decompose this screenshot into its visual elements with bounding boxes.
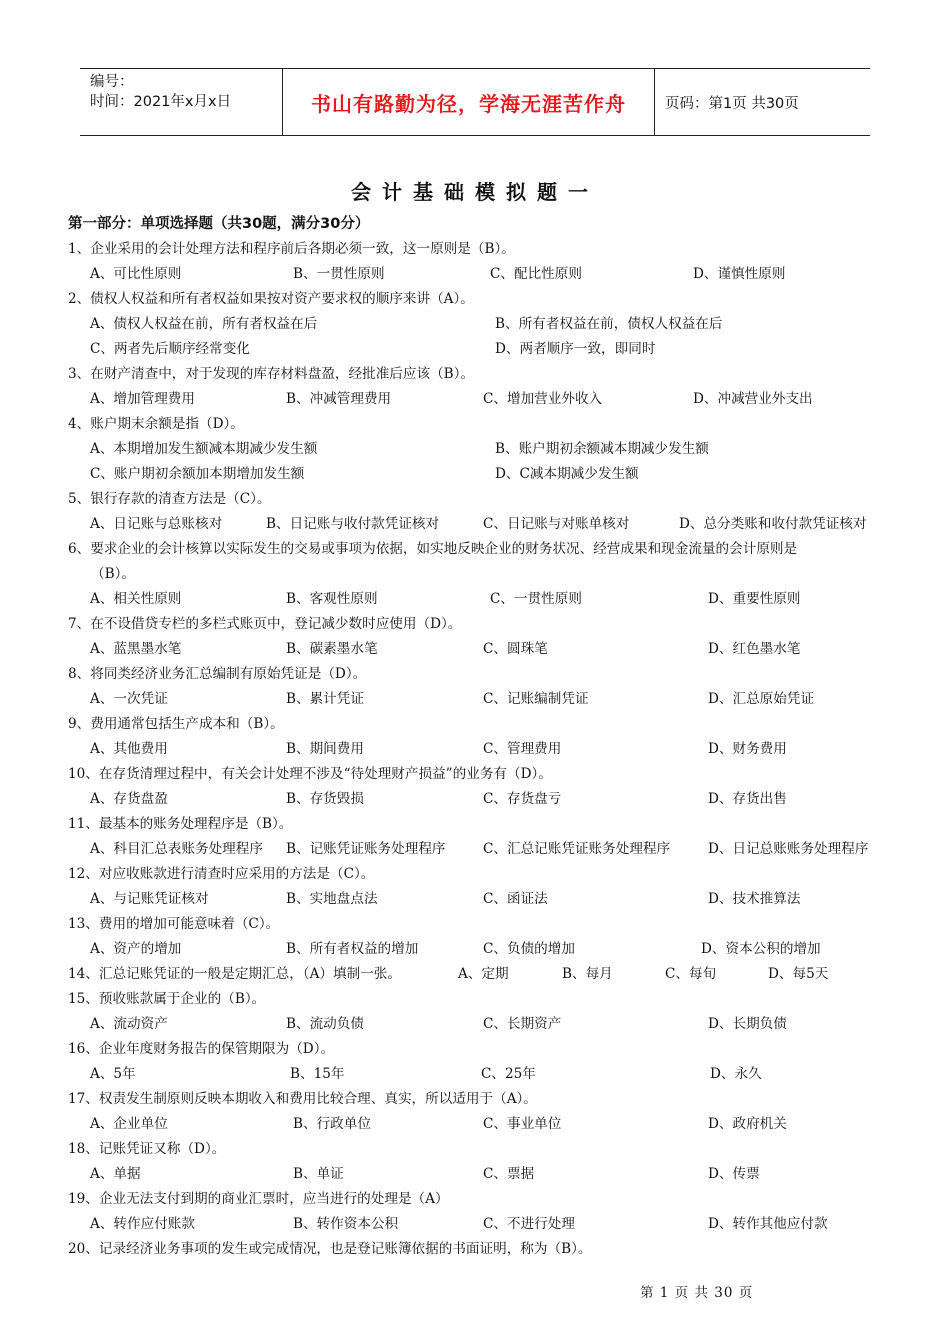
section-heading: 第一部分：单项选择题（共30题，满分30分）: [68, 216, 370, 232]
option: C、票据: [483, 1166, 535, 1182]
option: D、日记总账账务处理程序: [708, 841, 869, 857]
options-row: [68, 312, 883, 337]
options-row: [68, 1012, 883, 1037]
question-text: 6、要求企业的会计核算以实际发生的交易或事项为依据，如实地反映企业的财务状况、经营成果和现金流量的会计原则是: [68, 541, 798, 557]
question-16: [68, 1037, 883, 1062]
option: D、总分类账和收付款凭证核对: [679, 516, 867, 532]
question-13: [68, 912, 883, 937]
option: C、存货盘亏: [483, 791, 562, 807]
option: B、期间费用: [286, 741, 364, 757]
option: C、一贯性原则: [490, 591, 582, 607]
option: D、传票: [708, 1166, 760, 1182]
option: B、存货毁损: [286, 791, 364, 807]
number-label: 编号：: [90, 74, 134, 90]
options-row: [68, 737, 883, 762]
question-20: [68, 1237, 883, 1262]
option: A、相关性原则: [90, 591, 182, 607]
option: A、增加管理费用: [90, 391, 195, 407]
header-left-cell: [80, 69, 282, 135]
question-text: 19、企业无法支付到期的商业汇票时，应当进行的处理是（A）: [68, 1191, 449, 1207]
option: A、5年: [90, 1066, 136, 1082]
option: C、不进行处理: [483, 1216, 575, 1232]
question-3: [68, 362, 883, 387]
option: A、本期增加发生额减本期减少发生额: [90, 441, 318, 457]
question-9: [68, 712, 883, 737]
page-title: 会计基础模拟题一: [351, 180, 599, 204]
question-text-continued: （B）。: [91, 566, 135, 582]
option: D、政府机关: [708, 1116, 787, 1132]
option: A、转作应付账款: [90, 1216, 195, 1232]
options-row: [68, 437, 883, 462]
question-14: [68, 962, 883, 987]
question-text: 13、费用的增加可能意味着（C）。: [68, 916, 280, 932]
option: B、流动负债: [286, 1016, 364, 1032]
document-header: [80, 68, 870, 136]
option: D、长期负债: [708, 1016, 787, 1032]
option: B、累计凭证: [286, 691, 364, 707]
question-text: 3、在财产清查中，对于发现的库存材料盘盈，经批准后应该（B）。: [68, 366, 475, 382]
option: A、债权人权益在前，所有者权益在后: [90, 316, 318, 332]
options-row: [68, 937, 883, 962]
option: A、存货盘盈: [90, 791, 168, 807]
question-text: 17、权责发生制原则反映本期收入和费用比较合理、真实，所以适用于（A）。: [68, 1091, 537, 1107]
question-text: 4、账户期末余额是指（D）。: [68, 416, 244, 432]
option: B、实地盘点法: [286, 891, 378, 907]
options-row: [68, 637, 883, 662]
options-row: [68, 587, 883, 612]
question-1: [68, 237, 883, 262]
option: D、财务费用: [708, 741, 787, 757]
option: D、资本公积的增加: [701, 941, 821, 957]
option: A、定期: [458, 966, 509, 982]
option: C、25年: [481, 1066, 536, 1082]
header-page-cell: [655, 69, 870, 135]
option: D、谨慎性原则: [693, 266, 786, 282]
option: C、账户期初余额加本期增加发生额: [90, 466, 305, 482]
option: D、汇总原始凭证: [708, 691, 815, 707]
question-text: 12、对应收账款进行清查时应采用的方法是（C）。: [68, 866, 375, 882]
question-8: [68, 662, 883, 687]
motto: 书山有路勤为径，学海无涯苦作舟: [311, 91, 626, 116]
question-4: [68, 412, 883, 437]
option: D、技术推算法: [708, 891, 801, 907]
options-row: [68, 512, 883, 537]
option: C、事业单位: [483, 1116, 562, 1132]
question-text: 11、最基本的账务处理程序是（B）。: [68, 816, 293, 832]
option: C、两者先后顺序经常变化: [90, 341, 250, 357]
question-5: [68, 487, 883, 512]
option: C、记账编制凭证: [483, 691, 589, 707]
option: C、增加营业外收入: [483, 391, 603, 407]
option: D、重要性原则: [708, 591, 801, 607]
option: D、每5天: [768, 966, 829, 982]
question-list: [68, 212, 883, 1262]
question-text: 9、费用通常包括生产成本和（B）。: [68, 716, 284, 732]
option: C、每旬: [665, 966, 717, 982]
option: A、企业单位: [90, 1116, 168, 1132]
page-footer: 第 1 页 共 30 页: [640, 1285, 754, 1301]
option: C、圆珠笔: [483, 641, 548, 657]
options-row: [68, 387, 883, 412]
option: A、一次凭证: [90, 691, 168, 707]
header-motto-cell: [282, 69, 655, 135]
option: A、其他费用: [90, 741, 168, 757]
option: C、汇总记账凭证账务处理程序: [483, 841, 671, 857]
option: C、负债的增加: [483, 941, 575, 957]
question-text: 15、预收账款属于企业的（B）。: [68, 991, 266, 1007]
question-2: [68, 287, 883, 312]
option: B、碳素墨水笔: [286, 641, 378, 657]
option: C、管理费用: [483, 741, 562, 757]
question-10: [68, 762, 883, 787]
option: A、流动资产: [90, 1016, 168, 1032]
option: A、日记账与总账核对: [90, 516, 223, 532]
option: D、存货出售: [708, 791, 787, 807]
question-text: 5、银行存款的清查方法是（C）。: [68, 491, 271, 507]
question-text: 1、企业采用的会计处理方法和程序前后各期必须一致，这一原则是（B）。: [68, 241, 515, 257]
question-12: [68, 862, 883, 887]
question-11: [68, 812, 883, 837]
question-text: 14、汇总记账凭证的一般是定期汇总，（A）填制一张。: [68, 966, 401, 982]
question-text: 16、企业年度财务报告的保管期限为（D）。: [68, 1041, 335, 1057]
questions-container: [68, 237, 883, 1262]
option: A、资产的增加: [90, 941, 182, 957]
question-15: [68, 987, 883, 1012]
options-row: [68, 887, 883, 912]
question-text: 8、将同类经济业务汇总编制有原始凭证是（D）。: [68, 666, 367, 682]
option: B、15年: [290, 1066, 345, 1082]
options-row: [68, 337, 883, 362]
options-row: [68, 1112, 883, 1137]
option: B、账户期初余额减本期减少发生额: [495, 441, 709, 457]
option: B、日记账与收付款凭证核对: [266, 516, 440, 532]
option: D、永久: [710, 1066, 762, 1082]
option: C、长期资产: [483, 1016, 562, 1032]
option: B、所有者权益在前，债权人权益在后: [495, 316, 723, 332]
option: B、一贯性原则: [293, 266, 385, 282]
question-17: [68, 1087, 883, 1112]
page-label: 页码：第1页 共30页: [665, 95, 799, 112]
option: C、函证法: [483, 891, 548, 907]
option: A、可比性原则: [90, 266, 182, 282]
question-text: 20、记录经济业务事项的发生或完成情况，也是登记账簿依据的书面证明，称为（B）。: [68, 1241, 592, 1257]
question-7: [68, 612, 883, 637]
options-row: [68, 1212, 883, 1237]
option: B、每月: [562, 966, 613, 982]
question-18: [68, 1137, 883, 1162]
options-row: [68, 1162, 883, 1187]
option: D、两者顺序一致，即同时: [495, 341, 656, 357]
option: A、单据: [90, 1166, 141, 1182]
option: B、客观性原则: [286, 591, 378, 607]
question-text: 18、记账凭证又称（D）。: [68, 1141, 226, 1157]
option: B、冲减管理费用: [286, 391, 392, 407]
option: D、转作其他应付款: [708, 1216, 828, 1232]
question-text: 2、债权人权益和所有者权益如果按对资产要求权的顺序来讲（A）。: [68, 291, 474, 307]
option: B、单证: [293, 1166, 344, 1182]
option: B、记账凭证账务处理程序: [286, 841, 446, 857]
question-text: 7、在不设借贷专栏的多栏式账页中，登记减少数时应使用（D）。: [68, 616, 462, 632]
option: D、C减本期减少发生额: [495, 466, 639, 482]
options-row: [68, 1062, 883, 1087]
option: D、红色墨水笔: [708, 641, 801, 657]
option: A、蓝黑墨水笔: [90, 641, 182, 657]
time-label: 时间：2021年x月x日: [90, 94, 232, 110]
options-row: [68, 787, 883, 812]
options-row: [68, 262, 883, 287]
question-19: [68, 1187, 883, 1212]
options-row: [68, 462, 883, 487]
option: C、日记账与对账单核对: [483, 516, 630, 532]
option: C、配比性原则: [490, 266, 582, 282]
option: D、冲减营业外支出: [693, 391, 813, 407]
option: B、所有者权益的增加: [286, 941, 419, 957]
options-row: [68, 687, 883, 712]
option: A、与记账凭证核对: [90, 891, 209, 907]
question-text: 10、在存货清理过程中，有关会计处理不涉及“待处理财产损益”的业务有（D）。: [68, 766, 552, 782]
option: B、转作资本公积: [293, 1216, 399, 1232]
option: A、科目汇总表账务处理程序: [90, 841, 263, 857]
option: B、行政单位: [293, 1116, 371, 1132]
question-6: [68, 537, 883, 587]
options-row: [68, 837, 883, 862]
